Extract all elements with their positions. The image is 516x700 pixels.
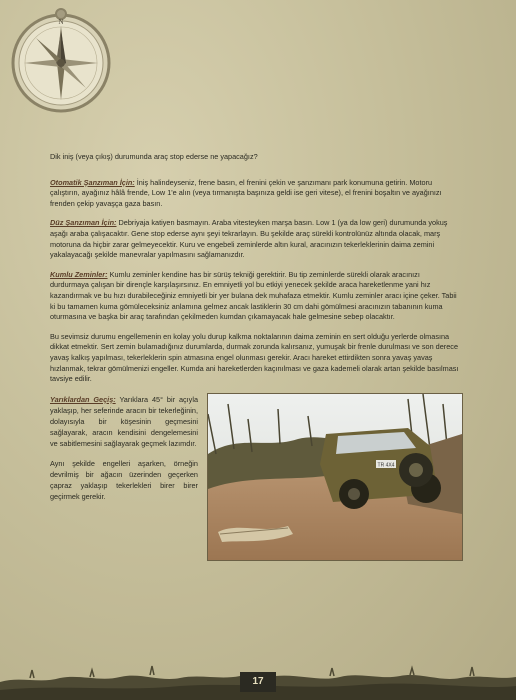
section-text: İniş halindeyseniz, frene basın, el frenini çekin ve şanzımanı park konumuna getirin. Motoru çalıştırın, ayağınız hâlâ frende, Low 1'e alın (veya tırmanışta başınıza geldi ise geri vitese), el frenini boşaltın ve ayağınızı frenden çekip yavaşça gaza basın. <box>50 177 442 208</box>
paragraph-sand-tips: Bu sevimsiz durumu engellemenin en kolay yolu durup kalkma noktalarının daima zeminin en sert olduğu yerlerde olmasına dikkat etmektir. Sert zemin bulamadığınız durumlarda, durmak zorunda kalırsanız, yumuşak bir frenle durulması ve son derece yavaş kalkış yapılması, tekerleklerin spin atmasına engel olunması gerekir. Aracı hareket ettirdikten sonra yavaş yavaş hızlanmak, tekrar gömülmenizi engeller. Kumda ani hareketlerden kaçınılması ve gaza kademeli olarak artan şekilde basılması tavsiye edilir. <box>50 331 459 384</box>
section-heading: Kumlu Zeminler: <box>50 269 108 279</box>
section-text: Yarıklara 45° bir açıyla yaklaşıp, her seferinde aracın bir tekerleğinin, dolayısıyla bir köşesinin geçmesini sağlayarak, aracın kendisini dengelemesini ve sabitlemesini sağlayarak geçmek lazımdır. <box>50 394 199 448</box>
compass-icon <box>8 8 114 114</box>
section-automatic <box>50 178 460 210</box>
section-heading: Otomatik Şanzıman İçin: <box>50 177 135 187</box>
obstacles-paragraph: Aynı şekilde engelleri aşarken, örneğin devrilmiş bir ağacın üzerinden geçerken çapraz yaklaşıp tekerlekleri birer birer geçirmek gerekir. <box>50 458 198 501</box>
section-heading: Düz Şanzıman İçin: <box>50 218 117 228</box>
section-manual <box>50 218 460 260</box>
offroad-photo <box>207 393 463 561</box>
section-text: Kumlu zeminler kendine has bir sürüş tekniği gerektirir. Bu tip zeminlerde sürekli olarak aracınızı durdurmaya çalışan bir dirençle karşılaşırsınız. En emniyetli yol bu etkiyi yenecek şekilde araca hareketlenme yani hız kazandırmak ve bu hızı durabileceğiniz emniyetli bir yer bulana dek muhafaza etmektir. Kumlu zeminler aracı içine çeker. Tabii ki bu tamamen kuma gömüleceksiniz anlamına gelmez ancak lastiklerin 30 cm dahi gömülmesi aracınızın tabanının kuma oturmasına ve başka bir araç tarafından çekilmeden kumdan çıkamayacak hale gelmesine sebep olacaktır. <box>50 269 457 322</box>
license-plate: TR 4X4 <box>377 462 395 469</box>
section-text: Debriyaja katiyen basmayın. Araba vitesteyken marşa basın. Low 1 (ya da low geri) durumunda yokuş aşağı araba çalışacaktır. Gene stop ederse aynı şeyi tekrarlayın. Bu şekilde araç sürekli kontrolünüz altında olacak, marş motoruna da hiçbir zarar gelmeyecektir. Kuru ve engebeli zeminlerde altın kural, aracınızın tekerleklerinin daima zemini yakalayacağı şekilde manevralar yapılmasını sağlamanızdır. <box>50 218 448 260</box>
section-sand <box>50 270 460 323</box>
svg-text:N: N <box>58 18 64 26</box>
ditches-paragraph <box>50 394 198 449</box>
section-heading: Yarıklardan Geçiş: <box>50 394 116 404</box>
section-ditches <box>50 394 198 511</box>
page-number: 17 <box>240 672 276 692</box>
intro-question: Dik iniş (veya çıkış) durumunda araç stop ederse ne yapacağız? <box>50 152 258 161</box>
bottom-section <box>50 394 460 594</box>
article-body <box>50 152 460 594</box>
